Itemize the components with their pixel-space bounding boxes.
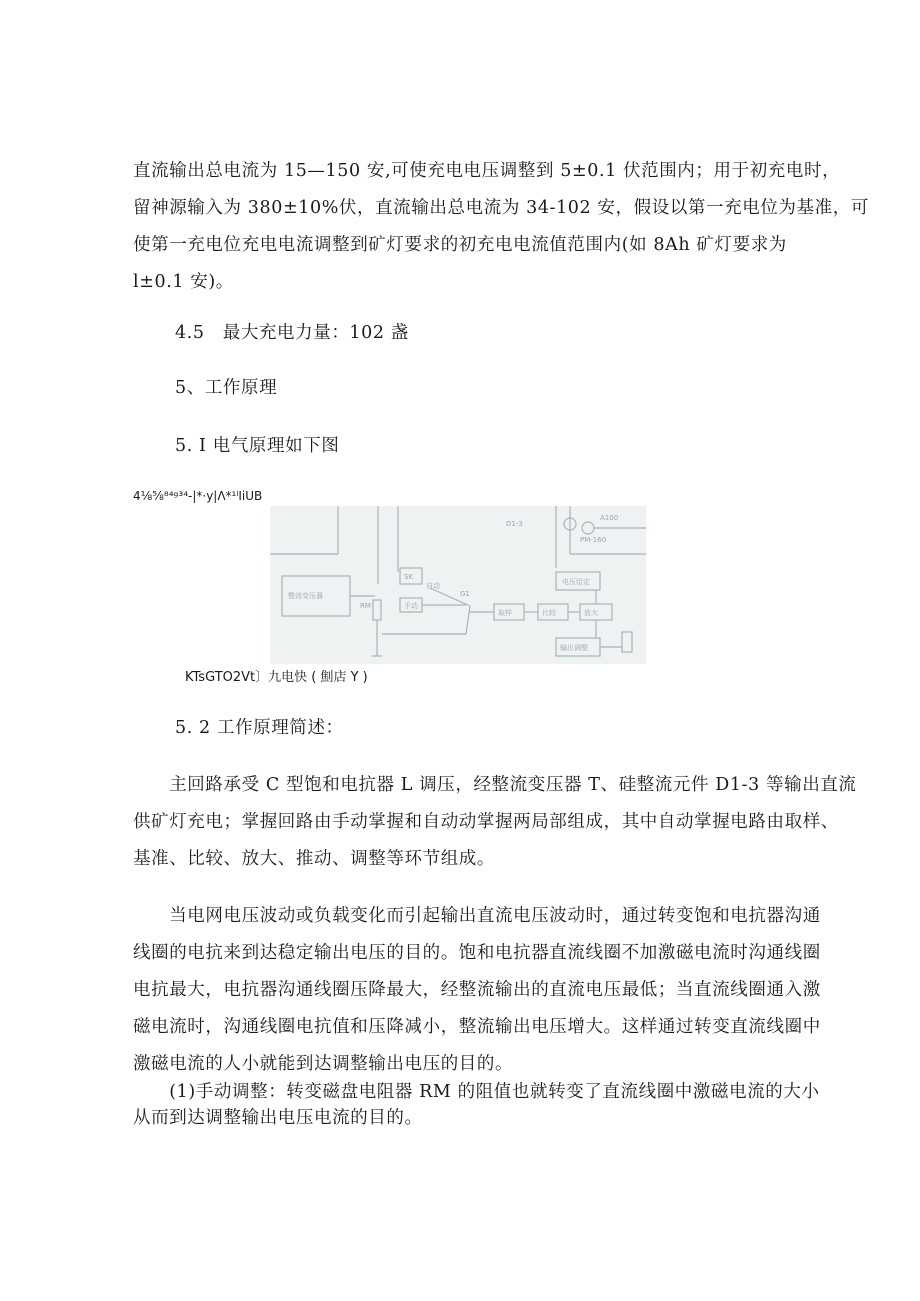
text-line: 激磁电流的人小就能到达调整输出电压的目的。 <box>133 1054 514 1074</box>
paragraph-main-circuit <box>133 767 857 878</box>
text-line: 当电网电压波动或负载变化而引起输出直流电压波动时，通过转变饱和电抗器沟通 <box>133 906 821 926</box>
text-line: 使第一充电位充电电流调整到矿灯要求的初充电电流值范围内(如 8Ah 矿灯要求为 <box>133 235 787 255</box>
figure-caption-bottom: KTsGTO2Vt〕九电快 ( 劁店 Y ) <box>185 670 368 685</box>
paragraph-manual-adjust <box>133 1079 820 1131</box>
section-5-2-heading: 5. 2 工作原理简述： <box>175 718 344 738</box>
section-5-heading: 5、工作原理 <box>175 378 278 398</box>
diagram-label: SK <box>404 573 414 581</box>
text-line: 供矿灯充电；掌握回路由手动掌握和自动动掌握两局部组成，其中自动掌握电路由取样、 <box>133 812 839 832</box>
text-line: 直流输出总电流为 15—150 安,可使充电电压调整到 5±0.1 伏范围内；用于初充电时， <box>133 161 841 181</box>
paragraph-voltage-regulation <box>133 898 821 1083</box>
diagram-label: D1-3 <box>506 520 523 528</box>
diagram-label: A100 <box>600 514 619 522</box>
paragraph-dc-output <box>133 153 869 301</box>
text-line: (1)手动调整：转变磁盘电阻器 RM 的阻值也就转变了直流线圈中激磁电流的大小 <box>133 1082 820 1102</box>
text-line: 主回路承受 C 型饱和电抗器 L 调压，经整流变压器 T、硅整流元件 D1-3 等输出直流 <box>133 775 857 795</box>
diagram-label: 比较 <box>542 609 556 617</box>
diagram-label: 放大 <box>584 609 598 617</box>
figure-caption-top: 4⅛⅝⁸⁴ᵍ³⁴-|*·y|Λ*¹ˡIiUB <box>133 489 263 503</box>
section-5-1-heading: 5. I 电气原理如下图 <box>175 436 340 456</box>
circuit-diagram <box>270 506 646 664</box>
text-line: 从而到达调整输出电压电流的目的。 <box>133 1108 423 1128</box>
text-line: l±0.1 安)。 <box>133 272 234 292</box>
diagram-label: PM-160 <box>580 536 607 544</box>
diagram-label: RM <box>360 602 371 610</box>
text-line: 线圈的电抗来到达稳定输出电压的目的。饱和电抗器直流线圈不加激磁电流时沟通线圈 <box>133 943 821 963</box>
diagram-label: 手动 <box>404 602 418 610</box>
diagram-label: 整流变压器 <box>288 592 323 600</box>
text-line: 基准、比较、放大、推动、调整等环节组成。 <box>133 849 495 869</box>
diagram-label: G1 <box>460 590 470 598</box>
diagram-label: 自动 <box>426 582 440 590</box>
diagram-label: 输出调整 <box>560 644 588 652</box>
diagram-label: 取样 <box>498 609 512 617</box>
text-line: 磁电流时，沟通线圈电抗值和压降减小，整流输出电压增大。这样通过转变直流线圈中 <box>133 1017 821 1037</box>
text-line: 电抗最大，电抗器沟通线圈压降最大，经整流输出的直流电压最低；当直流线圈通入激 <box>133 980 821 1000</box>
text-line: 留神源输入为 380±10%伏，直流输出总电流为 34-102 安，假设以第一充电位为基准，可 <box>133 198 869 218</box>
diagram-label: 电压给定 <box>562 578 590 586</box>
section-4-5: 4.5 最大充电力量：102 盏 <box>175 323 409 343</box>
